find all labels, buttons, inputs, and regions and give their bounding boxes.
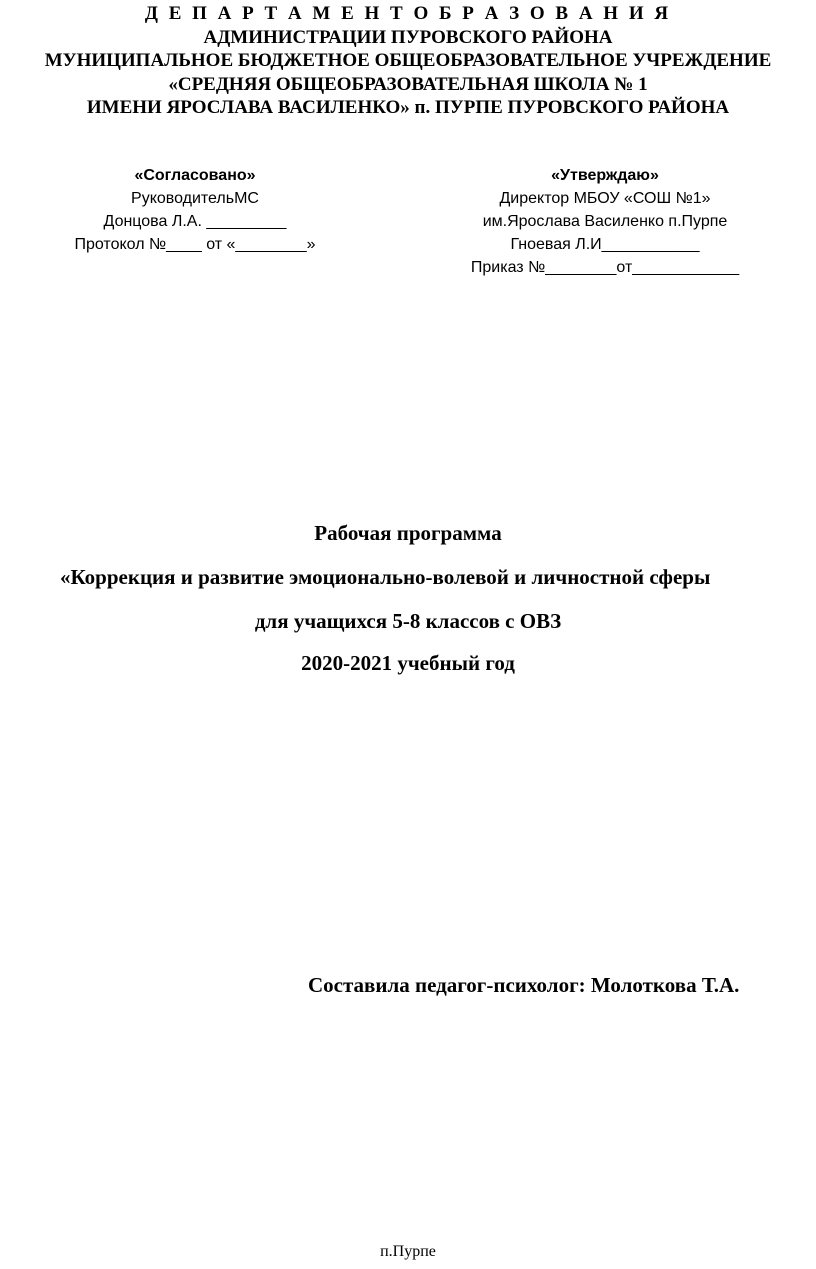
agreed-position: РуководительМС [131, 190, 259, 207]
agreed-person: Донцова Л.А. _________ [103, 213, 287, 230]
program-title: Рабочая программа [314, 521, 502, 545]
administration-title: АДМИНИСТРАЦИИ ПУРОВСКОГО РАЙОНА [203, 26, 613, 48]
school-name-continued: ИМЕНИ ЯРОСЛАВА ВАСИЛЕНКО» п. ПУРПЕ ПУРОВСКОГО РАЙОНА [86, 97, 730, 118]
approved-person: Гноевая Л.И___________ [510, 236, 700, 253]
approved-position: Директор МБОУ «СОШ №1» [499, 190, 711, 207]
agreed-title: «Согласовано» [134, 167, 256, 184]
approved-title: «Утверждаю» [551, 167, 659, 184]
department-title: Д Е П А Р Т А М Е Н Т О Б Р А З О В А Н И Я [144, 3, 672, 24]
program-year: 2020-2021 учебный год [301, 651, 515, 675]
school-name: «СРЕДНЯЯ ОБЩЕОБРАЗОВАТЕЛЬНАЯ ШКОЛА № 1 [168, 73, 648, 95]
approved-school: им.Ярослава Василенко п.Пурпе [482, 213, 728, 230]
program-audience: для учащихся 5-8 классов с ОВЗ [254, 609, 562, 633]
author-line: Составила педагог-психолог: Молоткова Т.А. [308, 973, 740, 997]
agreed-protocol: Протокол №____ от «________» [74, 236, 316, 253]
program-name: «Коррекция и развитие эмоционально-волевой и личностной сферы [60, 565, 711, 589]
organization-header [0, 2, 816, 120]
institution-type: МУНИЦИПАЛЬНОЕ БЮДЖЕТНОЕ ОБЩЕОБРАЗОВАТЕЛЬНОЕ УЧРЕЖДЕНИЕ [44, 50, 772, 71]
place-footer: п.Пурпе [380, 1243, 436, 1260]
approved-order: Приказ №________от____________ [470, 259, 740, 276]
agreed-block [40, 164, 350, 256]
approved-block [435, 164, 775, 279]
